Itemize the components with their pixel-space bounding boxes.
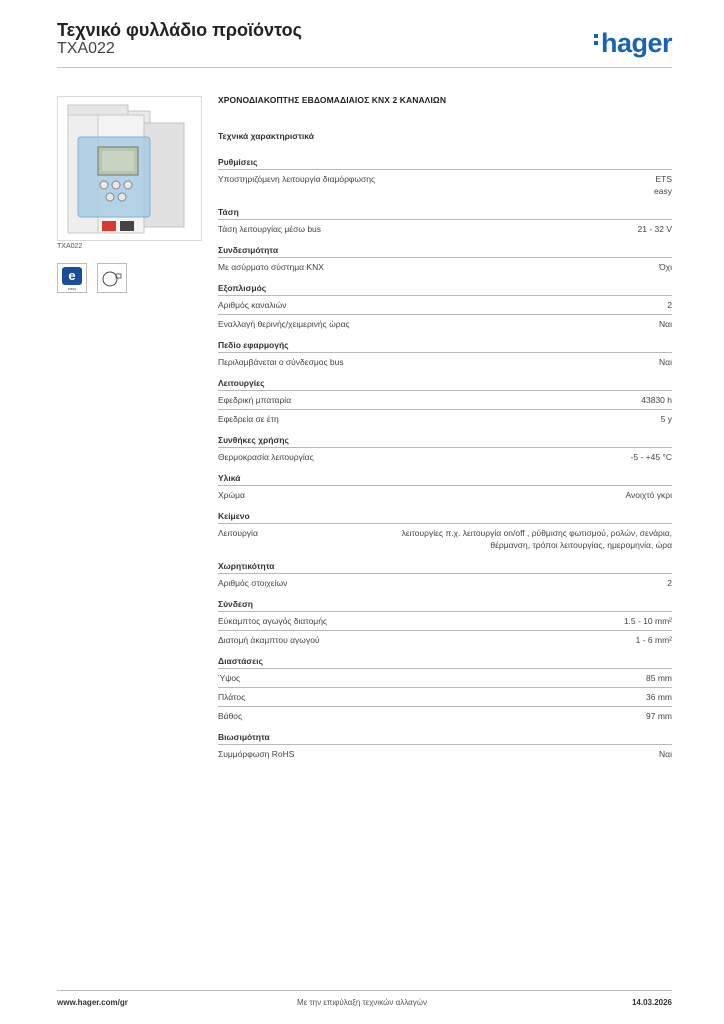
spec-label: Εφεδρική μπαταρία — [218, 395, 292, 405]
hager-logo — [594, 28, 672, 59]
spec-row — [218, 668, 672, 687]
spec-value: Ναι — [659, 749, 672, 759]
spec-value: -5 - +45 °C — [630, 452, 672, 462]
spec-group — [218, 511, 672, 554]
connector-badge — [97, 263, 127, 293]
spec-group-title: Συνθήκες χρήσης — [218, 435, 289, 445]
spec-group-title: Πεδίο εφαρμογής — [218, 340, 289, 350]
spec-value: Ναι — [659, 319, 672, 329]
section-heading: Τεχνικά χαρακτηριστικά — [218, 131, 314, 141]
spec-value: 2 — [667, 300, 672, 310]
spec-value: 43830 h — [641, 395, 672, 405]
device-illustration — [58, 97, 201, 240]
spec-group-title: Χωρητικότητα — [218, 561, 275, 571]
spec-value: 97 mm — [646, 711, 672, 721]
spec-row — [218, 390, 672, 409]
spec-group-title: Κείμενο — [218, 511, 250, 521]
spec-group — [218, 656, 672, 725]
spec-row — [218, 409, 672, 428]
spec-value: 21 - 32 V — [637, 224, 672, 234]
spec-label: Βάθος — [218, 711, 243, 721]
spec-group — [218, 157, 672, 200]
spec-value: 5 y — [660, 414, 672, 424]
spec-label: Συμμόρφωση RoHS — [218, 749, 295, 759]
image-caption: TXA022 — [57, 243, 83, 250]
spec-value: 36 mm — [646, 692, 672, 702]
spec-label: Διατομή άκαμπτου αγωγού — [218, 635, 320, 645]
spec-value: 1 - 6 mm² — [635, 635, 672, 645]
spec-group-title: Ρυθμίσεις — [218, 157, 258, 167]
logo-text: hager — [600, 28, 672, 58]
spec-value: λειτουργίες π.χ. λειτουργία on/off , ρύθμισης φωτισμού, ρολών, σενάρια, θέρμανση, τρόποι λειτουργίας, ημερομηνία, ώρα — [401, 528, 672, 550]
spec-label: Υποστηριζόμενη λειτουργία διαμόρφωσης — [218, 174, 376, 184]
spec-group — [218, 732, 672, 763]
spec-group — [218, 599, 672, 649]
spec-value: Όχι — [659, 262, 672, 272]
spec-group — [218, 207, 672, 238]
spec-value: Ναι — [659, 357, 672, 367]
spec-group — [218, 473, 672, 504]
spec-label: Αριθμός στοιχείων — [218, 578, 288, 588]
spec-row — [218, 630, 672, 649]
spec-row — [218, 611, 672, 630]
spec-content — [218, 95, 672, 770]
spec-label: Τάση λειτουργίας μέσω bus — [218, 224, 322, 234]
spec-group-title: Σύνδεση — [218, 599, 253, 609]
spec-row — [218, 257, 672, 276]
spec-row — [218, 523, 672, 554]
spec-label: Με ασύρματο σύστημα KNX — [218, 262, 324, 272]
spec-label: Περιλαμβάνεται ο σύνδεσμος bus — [218, 357, 344, 367]
spec-row — [218, 314, 672, 333]
spec-value: ETS easy — [654, 174, 672, 196]
header-divider — [57, 67, 672, 68]
spec-group-title: Τάση — [218, 207, 239, 217]
footer-divider — [57, 990, 672, 991]
spec-group-title: Συνδεσιμότητα — [218, 245, 279, 255]
footer-url: www.hager.com/gr — [57, 998, 128, 1007]
spec-row — [218, 485, 672, 504]
spec-row — [218, 447, 672, 466]
spec-value: 2 — [667, 578, 672, 588]
spec-label: Πλάτος — [218, 692, 246, 702]
spec-row — [218, 352, 672, 371]
spec-row — [218, 687, 672, 706]
spec-label: Εναλλαγή θερινής/χειμερινής ώρας — [218, 319, 350, 329]
footer-notice: Με την επιφύλαξη τεχνικών αλλαγών — [297, 998, 427, 1007]
footer-date: 14.03.2026 — [631, 998, 672, 1007]
document-title: ΧΡΟΝΟΔΙΑΚΟΠΤΗΣ ΕΒΔΟΜΑΔΙΑΙΟΣ KNX 2 ΚΑΝΑΛΙΩΝ — [218, 95, 447, 105]
spec-group-title: Βιωσιμότητα — [218, 732, 270, 742]
easy-badge-sub: easy — [67, 286, 77, 291]
spec-label: Εύκαμπτος αγωγός διατομής — [218, 616, 328, 626]
spec-row — [218, 169, 672, 200]
spec-group-title: Λειτουργίες — [218, 378, 265, 388]
spec-group-title: Διαστάσεις — [218, 656, 263, 666]
spec-group-title: Υλικά — [218, 473, 241, 483]
product-image — [57, 96, 202, 241]
spec-row — [218, 219, 672, 238]
spec-label: Εφεδρεία σε έτη — [218, 414, 279, 424]
spec-row — [218, 295, 672, 314]
spec-label: Ύψος — [218, 673, 241, 683]
product-code: TXA022 — [57, 40, 115, 57]
spec-group — [218, 245, 672, 276]
spec-label: Θερμοκρασία λειτουργίας — [218, 452, 314, 462]
spec-label: Λειτουργία — [218, 528, 258, 538]
spec-row — [218, 573, 672, 592]
spec-group — [218, 435, 672, 466]
easy-e-icon: e — [62, 267, 82, 285]
spec-group — [218, 378, 672, 428]
spec-value: 85 mm — [646, 673, 672, 683]
spec-row — [218, 744, 672, 763]
spec-groups — [218, 157, 672, 763]
spec-value: Ανοιχτό γκρι — [625, 490, 672, 500]
spec-row — [218, 706, 672, 725]
page-title: Τεχνικό φυλλάδιο προϊόντος — [57, 20, 302, 40]
spec-label: Χρώμα — [218, 490, 245, 500]
spec-group — [218, 340, 672, 371]
spec-value: 1.5 - 10 mm² — [623, 616, 672, 626]
spec-label: Αριθμός καναλιών — [218, 300, 287, 310]
easy-badge — [57, 263, 87, 293]
connector-icon — [98, 264, 126, 292]
spec-group — [218, 283, 672, 333]
spec-group — [218, 561, 672, 592]
spec-group-title: Εξοπλισμός — [218, 283, 267, 293]
